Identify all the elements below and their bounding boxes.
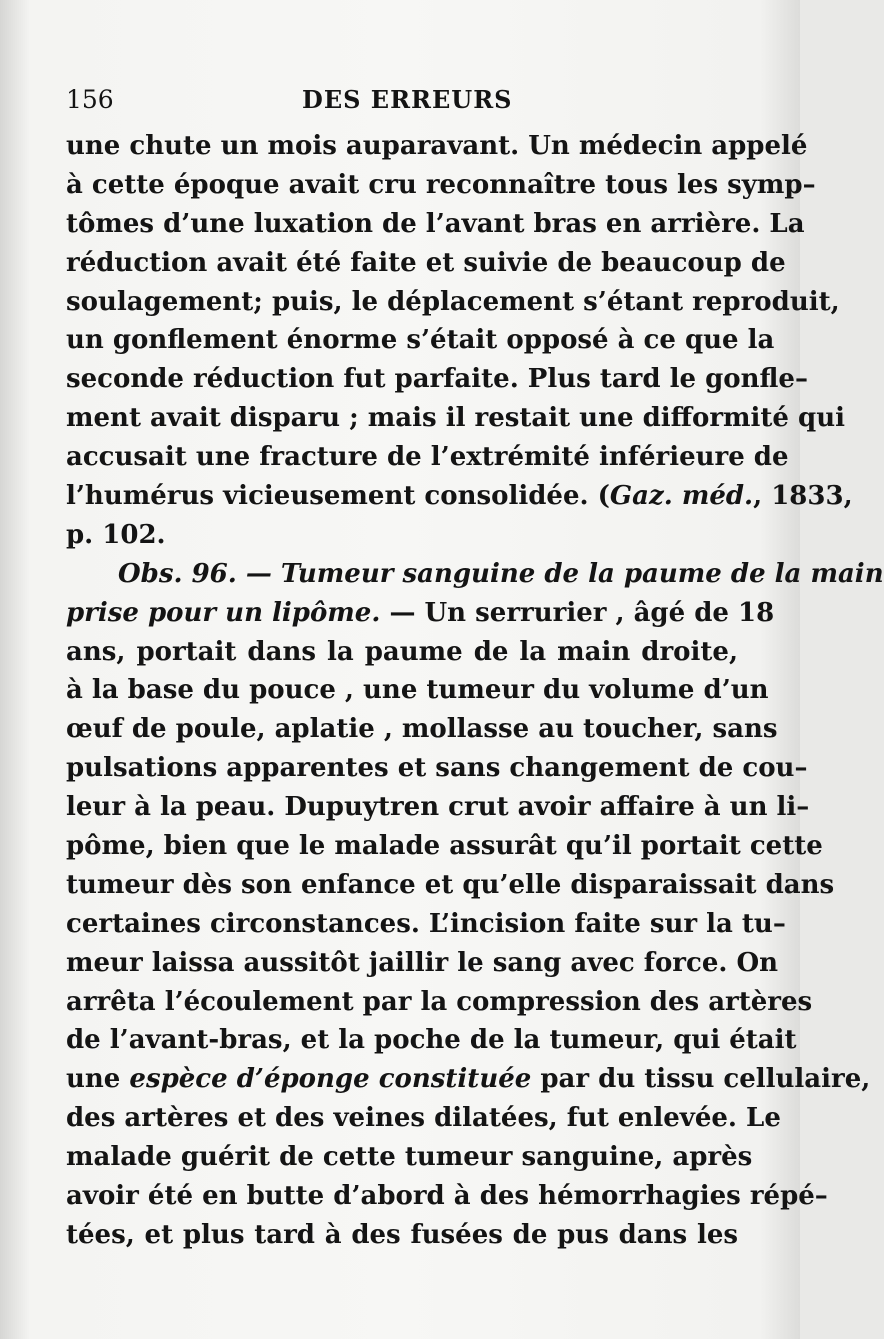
page-header <box>66 82 766 118</box>
text-line: à la base du pouce , une tumeur du volume d’un <box>66 675 769 706</box>
text-line: des artères et des veines dilatées, fut enlevée. Le <box>66 1103 781 1134</box>
emphasis-italic: espèce d’éponge constituée <box>129 1064 532 1095</box>
text-run: l’humérus vicieusement consolidée. ( <box>66 481 610 512</box>
text-line: soulagement; puis, le déplacement s’étant reproduit, <box>66 286 840 317</box>
text-line: une chute un mois auparavant. Un médecin appelé <box>66 131 808 161</box>
running-title: DES ERREURS <box>302 85 513 114</box>
text-line: un gonflement énorme s’était opposé à ce que la <box>66 325 775 356</box>
text-line <box>66 594 775 633</box>
text-line <box>66 477 853 516</box>
observation-title: Tumeur sanguine de la paume de la main <box>280 558 884 589</box>
text-line: pulsations apparentes et sans changement de cou– <box>66 753 808 784</box>
text-line: réduction avait été faite et suivie de beaucoup de <box>66 247 786 278</box>
text-run: , 1833, <box>753 481 853 512</box>
text-line: tées, et plus tard à des fusées de pus dans les <box>66 1219 738 1250</box>
text-line: de l’avant-bras, et la poche de la tumeur, qui était <box>66 1025 797 1056</box>
text-line: certaines circonstances. L’incision faite sur la tu– <box>66 908 786 939</box>
text-line: accusait une fracture de l’extrémité inférieure de <box>66 442 789 473</box>
text-run: par du tissu cellulaire, <box>531 1064 871 1095</box>
text-run: — Un serrurier , âgé de 18 <box>380 597 775 628</box>
text-line: malade guérit de cette tumeur sanguine, après <box>66 1142 753 1173</box>
text-line: seconde réduction fut parfaite. Plus tard le gonfle– <box>66 364 808 395</box>
page-number: 156 <box>66 85 114 114</box>
text-line: tômes d’une luxation de l’avant bras en arrière. La <box>66 208 805 239</box>
text-line: avoir été en butte d’abord à des hémorrhagies répé– <box>66 1181 828 1212</box>
text-line: leur à la peau. Dupuytren crut avoir affaire à un li– <box>66 792 810 823</box>
text-run: une <box>66 1064 130 1095</box>
text-line: p. 102. <box>66 519 166 550</box>
text-line: ment avait disparu ; mais il restait une difformité qui <box>66 403 845 434</box>
text-line: pôme, bien que le malade assurât qu’il portait cette <box>66 831 823 862</box>
body-text <box>66 127 884 1255</box>
observation-heading-line <box>66 555 884 594</box>
text-line <box>66 1060 871 1099</box>
observation-number: Obs. 96. — <box>118 558 281 589</box>
text-line: tumeur dès son enfance et qu’elle disparaissait dans <box>66 869 835 900</box>
observation-title: prise pour un lipôme. <box>66 597 381 628</box>
text-line: meur laissa aussitôt jaillir le sang avec force. On <box>66 947 779 978</box>
text-line: arrêta l’écoulement par la compression des artères <box>66 986 813 1017</box>
citation-italic: Gaz. méd. <box>609 481 754 512</box>
text-line: ans, portait dans la paume de la main droite, <box>66 636 738 667</box>
text-line: œuf de poule, aplatie , mollasse au toucher, sans <box>66 714 778 745</box>
text-line: à cette époque avait cru reconnaître tous les symp– <box>66 169 816 200</box>
